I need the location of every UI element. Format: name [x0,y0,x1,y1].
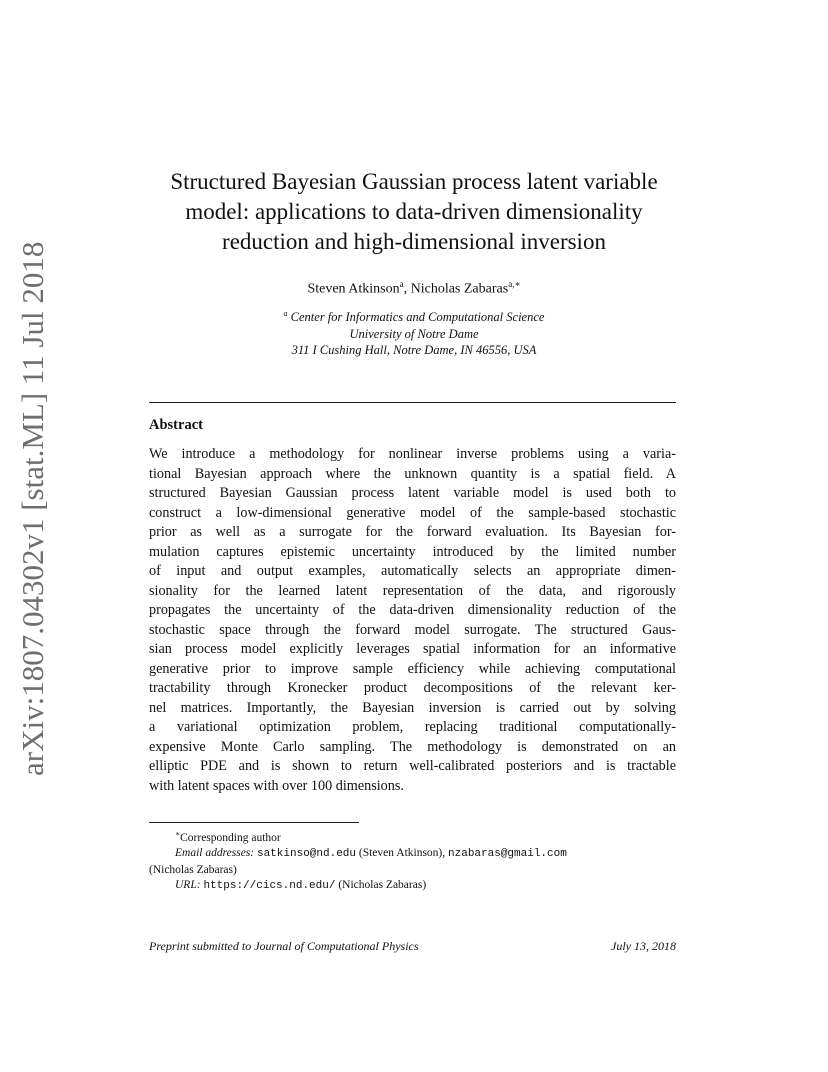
abstract-line: of input and output examples, automatically selects an appropriate dimen- [149,563,676,579]
abstract-line: structured Bayesian Gaussian process latent variable model is used both to [149,485,676,501]
affiliation-block [120,306,708,359]
affiliation-mark: a [399,279,404,289]
abstract-line: sian process model explicitly leverages spatial information for an informative [149,641,676,657]
preprint-date: July 13, 2018 [611,939,676,953]
affiliation-line: University of Notre Dame [349,326,479,341]
footnotes [149,826,676,895]
title-line: reduction and high-dimensional inversion [222,229,606,254]
abstract-line: generative prior to improve sample efficiency while achieving computational [149,660,676,677]
email-note [149,846,676,863]
email-link[interactable]: satkinso@nd.edu [256,848,357,861]
abstract-line: a variational optimization problem, replacing traditional computationally- [149,719,676,735]
affiliation-line: 311 I Cushing Hall, Notre Dame, IN 46556, USA [291,343,537,358]
abstract-heading: Abstract [149,417,203,433]
abstract-body [149,445,676,796]
abstract-line: expensive Monte Carlo sampling. The methodology is demonstrated on an [149,738,676,755]
abstract-line: tional Bayesian approach where the unknown quantity is a spatial field. A [149,465,676,482]
arxiv-identifier-stamp: arXiv:1807.04302v1 [stat.ML] 11 Jul 2018 [15,241,50,776]
author-separator: , [403,281,411,297]
url-owner: (Nicholas Zabaras) [335,879,427,892]
abstract-line: stochastic space through the forward model surrogate. The structured Gaus- [149,621,676,638]
affiliation-line [120,306,708,326]
preprint-note: Preprint submitted to Journal of Computational Physics [149,939,419,953]
abstract-line: We introduce a methodology for nonlinear inverse problems using a varia- [149,446,676,462]
abstract-line: tractability through Kronecker product decompositions of the relevant ker- [149,680,676,696]
abstract-line: sionality for the learned latent representation of the data, and rigorously [149,582,676,599]
url-note [149,878,676,895]
abstract-line: construct a low-dimensional generative model of the sample-based stochastic [149,504,676,521]
section-divider [149,402,676,403]
affiliation-mark: a,∗ [508,279,521,289]
author-name: Steven Atkinson [307,281,400,297]
author-name: Nicholas Zabaras [410,281,509,297]
footnote-mark: ∗ [175,829,181,838]
url-label: URL: [175,879,201,892]
affiliation-institute: Center for Informatics and Computational Science [290,310,545,325]
corresponding-label: Corresponding author [180,831,281,844]
paper-title [120,167,708,257]
title-line: model: applications to data-driven dimensionality [185,199,643,224]
author-list [120,275,708,299]
abstract-line: with latent spaces with over 100 dimensions. [149,777,404,794]
affiliation-mark: a [283,309,288,318]
email-label: Email addresses: [175,847,255,860]
title-line: Structured Bayesian Gaussian process latent variable [170,169,658,194]
abstract-line: nel matrices. Importantly, the Bayesian inversion is carried out by solving [149,699,676,716]
footnote-divider [149,822,359,823]
abstract-line: elliptic PDE and is shown to return well-calibrated posteriors and is tractable [149,758,676,774]
url-link[interactable]: https://cics.nd.edu/ [203,880,336,893]
abstract-line: mulation captures epistemic uncertainty introduced by the limited number [149,543,676,560]
abstract-line: prior as well as a surrogate for the forward evaluation. Its Bayesian for- [149,524,676,540]
corresponding-author-note [149,826,676,846]
email-link[interactable]: nzabaras@gmail.com [448,848,567,861]
abstract-line: propagates the uncertainty of the data-driven dimensionality reduction of the [149,602,676,618]
email-owner-line: (Nicholas Zabaras) [149,863,237,876]
email-owner: (Steven Atkinson), [356,847,449,860]
